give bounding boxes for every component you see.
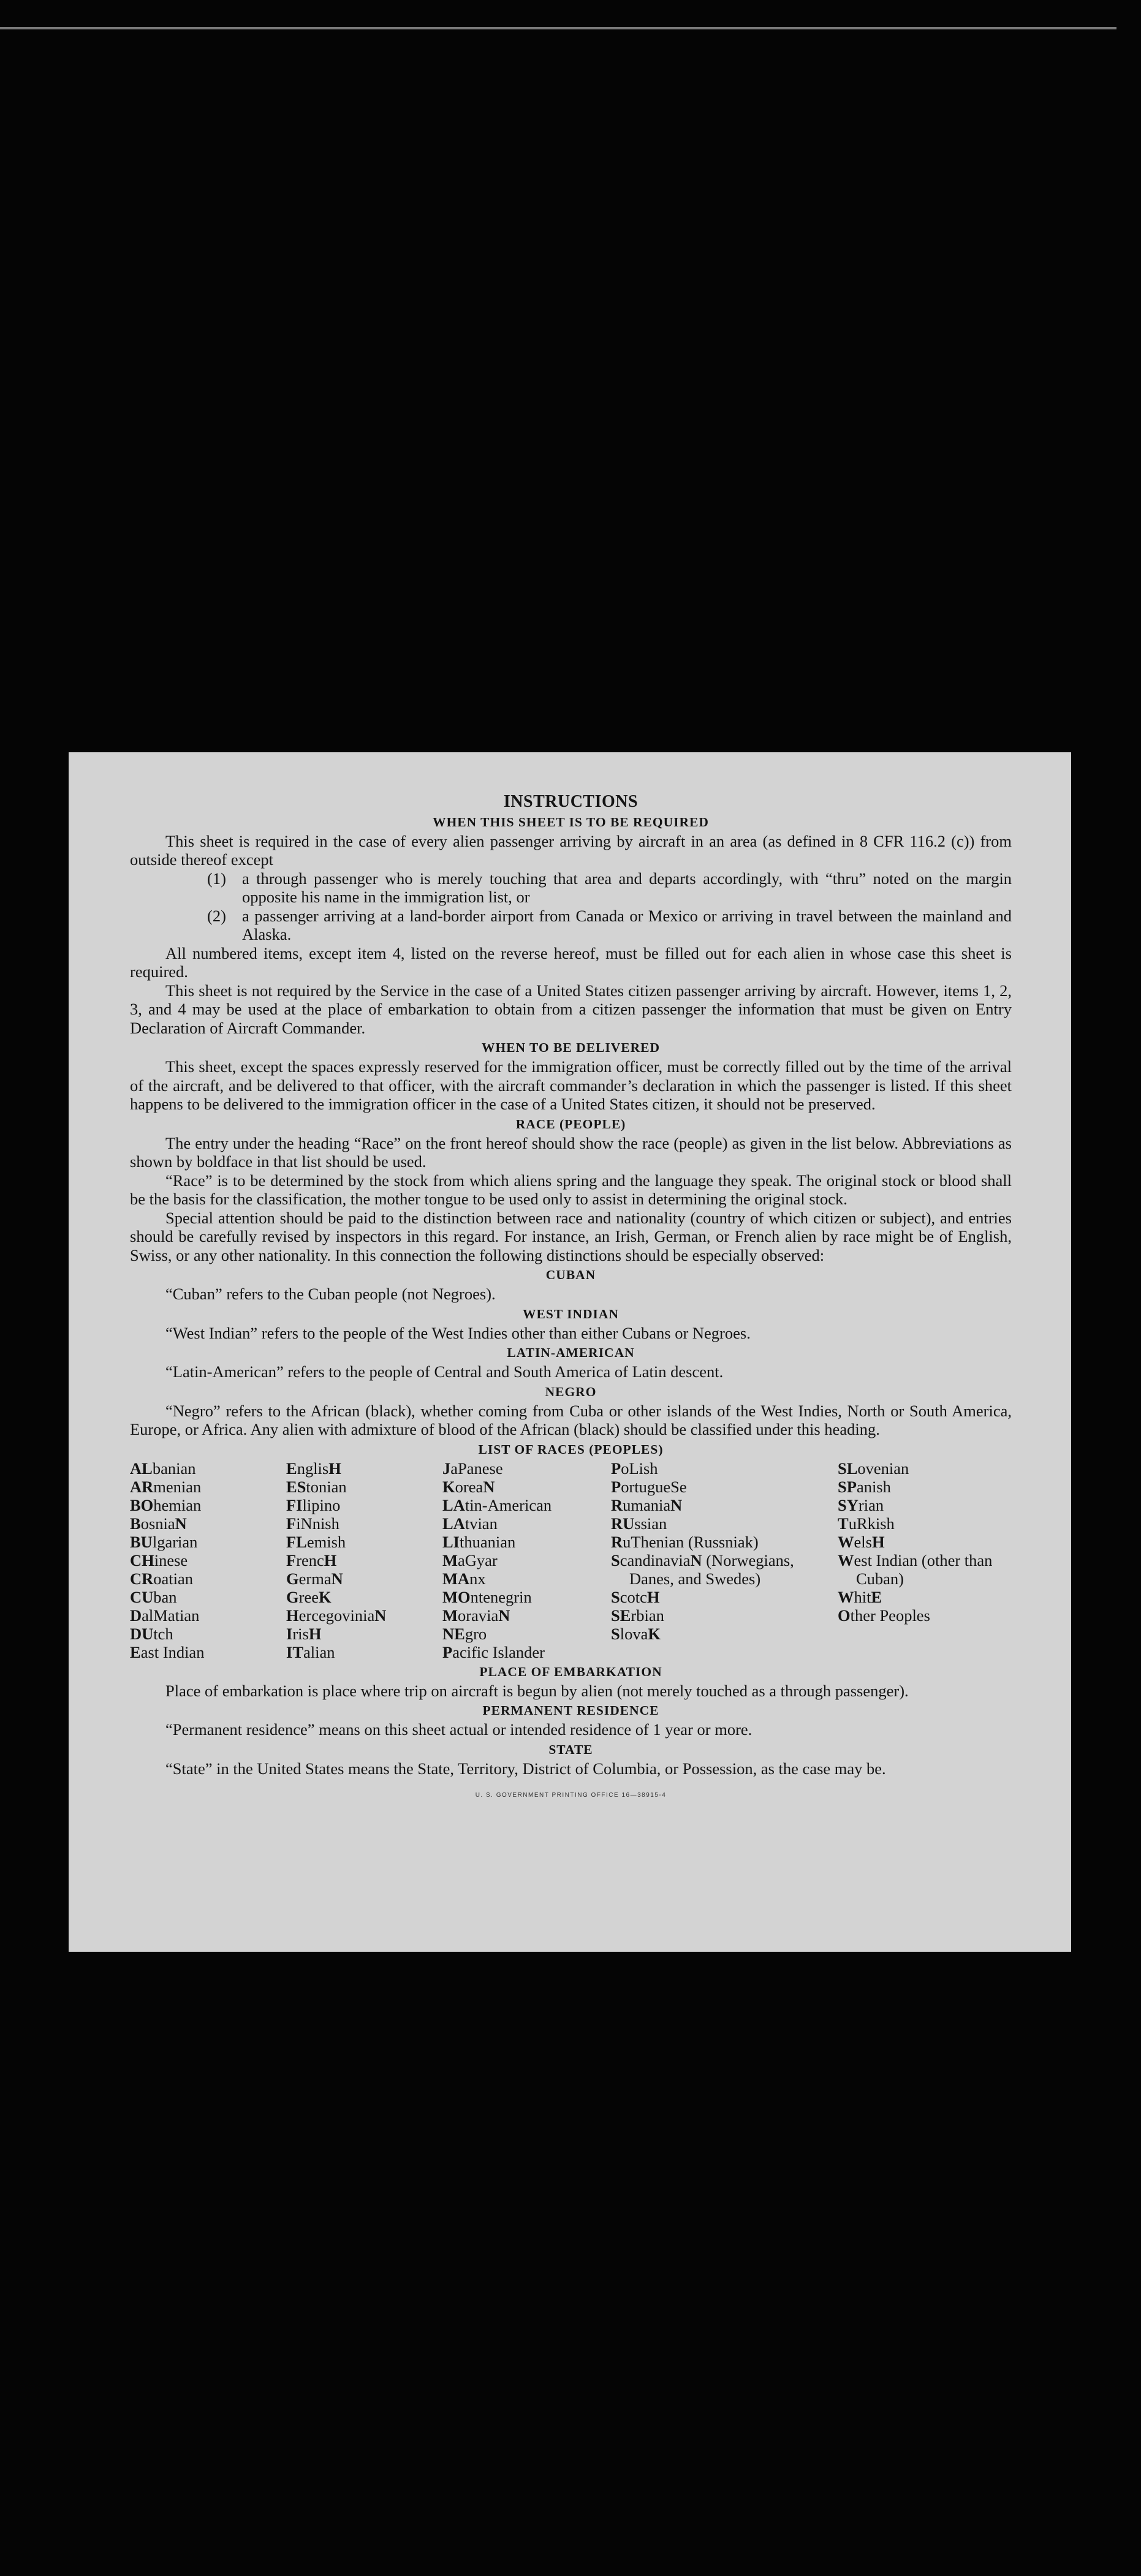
heading-latin-american: LATIN-AMERICAN <box>507 1345 635 1360</box>
exception-number-2: (2) <box>207 906 226 925</box>
printing-office-footer: U. S. GOVERNMENT PRINTING OFFICE 16—38915-4 <box>475 1792 667 1799</box>
race-entry: East Indian <box>130 1642 205 1661</box>
exception-item-1 <box>130 869 1012 907</box>
race-entry: LAtin-American <box>442 1495 552 1514</box>
when-delivered-paragraph: This sheet, except the spaces expressly reserved for the immigration officer, must be correctly filled out by the time of the arrival of the aircraft, and be delivered to that officer, with the aircraft commander’s declaration in which the passenger is listed. If this sheet happens to be delivered to the immigration officer in the case of a United States citizen, it should not be preserved. <box>130 1057 1012 1113</box>
negro-paragraph: “Negro” refers to the African (black), whether coming from Cuba or other islands of the West Indies, North or South America, Europe, or Africa. Any alien with admixture of blood of the African (black) should be classified under this heading. <box>130 1401 1012 1438</box>
heading-embarkation: PLACE OF EMBARKATION <box>479 1664 662 1679</box>
race-entry: ScandinaviaN (Norwegians, Danes, and Swedes) <box>611 1551 794 1588</box>
heading-west-indian: WEST INDIAN <box>523 1306 619 1321</box>
state-paragraph: “State” in the United States means the State, Territory, District of Columbia, or Possession, as the case may be. <box>165 1759 886 1778</box>
exception-text-1: a through passenger who is merely touching that area and departs accordingly, with “thru” noted on the margin opposite his name in the immigration list, or <box>242 869 1012 906</box>
race-entry: FIlipino <box>286 1495 341 1514</box>
race-entry: WhitE <box>838 1587 882 1606</box>
numbered-items-paragraph: All numbered items, except item 4, listed on the reverse hereof, must be filled out for each alien in whose case this sheet is required. <box>130 943 1012 981</box>
heading-negro: NEGRO <box>545 1384 597 1399</box>
races-column-1 <box>130 1459 286 1661</box>
race-entry: HercegoviniaN <box>286 1606 387 1625</box>
top-border-line <box>0 27 1116 29</box>
race-entry: West Indian (other than Cuban) <box>838 1551 993 1588</box>
race-entry: DalMatian <box>130 1606 200 1625</box>
race-entry: Other Peoples <box>838 1606 930 1625</box>
race-entry: RuThenian (Russniak) <box>611 1532 759 1551</box>
races-column-2 <box>286 1459 442 1661</box>
races-column-3 <box>442 1459 611 1661</box>
heading-permanent-residence: PERMANENT RESIDENCE <box>482 1703 659 1718</box>
race-entry: MaGyar <box>442 1551 498 1569</box>
race-entry: BUlgarian <box>130 1532 198 1551</box>
race-entry: KoreaN <box>442 1477 495 1496</box>
race-entry: SlovaK <box>611 1624 661 1643</box>
race-entry: FLemish <box>286 1532 346 1551</box>
race-entry: WelsH <box>838 1532 885 1551</box>
race-entry: SErbian <box>611 1606 664 1625</box>
race-entry: MOntenegrin <box>442 1587 532 1606</box>
race-entry: GermaN <box>286 1569 343 1588</box>
race-entry: IrisH <box>286 1624 322 1643</box>
race-entry: ALbanian <box>130 1459 196 1478</box>
race-entry: EStonian <box>286 1477 347 1496</box>
race-paragraph-1: The entry under the heading “Race” on the front hereof should show the race (people) as given in the list below. Abbreviations as shown by boldface in that list should be used. <box>130 1133 1012 1171</box>
race-entry: SYrian <box>838 1495 884 1514</box>
heading-list-of-races: LIST OF RACES (PEOPLES) <box>478 1441 664 1457</box>
race-entry: NEgro <box>442 1624 487 1643</box>
exception-text-2: a passenger arriving at a land-border airport from Canada or Mexico or arriving in travel between the mainland and Alaska. <box>242 906 1012 943</box>
race-entry: ITalian <box>286 1642 335 1661</box>
race-entry: MAnx <box>442 1569 486 1588</box>
race-entry: FiNnish <box>286 1514 339 1533</box>
races-list <box>130 1459 1012 1661</box>
race-entry: BosniaN <box>130 1514 187 1533</box>
instruction-sheet <box>69 752 1071 1952</box>
races-column-5 <box>838 1459 1012 1661</box>
race-paragraph-3: Special attention should be paid to the distinction between race and nationality (country of which citizen or subject), and entries should be carefully revised by inspectors in this regard. For instance, an Irish, German, or French alien by race might be of English, Swiss, or any other nationality. In this connection the following distinctions should be especially observed: <box>130 1208 1012 1264</box>
exception-number-1: (1) <box>207 869 226 888</box>
race-entry: EnglisH <box>286 1459 341 1478</box>
page-title: INSTRUCTIONS <box>503 792 639 811</box>
heading-when-required: WHEN THIS SHEET IS TO BE REQUIRED <box>433 814 709 829</box>
embarkation-paragraph: Place of embarkation is place where trip on aircraft is begun by alien (not merely touched as a through passenger). <box>165 1681 909 1700</box>
heading-when-delivered: WHEN TO BE DELIVERED <box>481 1040 661 1055</box>
race-entry: DUtch <box>130 1624 173 1643</box>
race-entry: FrencH <box>286 1551 337 1569</box>
heading-cuban: CUBAN <box>545 1267 596 1282</box>
race-entry: GreeK <box>286 1587 332 1606</box>
latin-american-paragraph: “Latin-American” refers to the people of Central and South America of Latin descent. <box>165 1362 724 1381</box>
race-paragraph-2: “Race” is to be determined by the stock from which aliens spring and the language they speak. The original stock or blood shall be the basis for the classification, the mother tongue to be used only to assist in determining the original stock. <box>130 1171 1012 1208</box>
race-entry: LIthuanian <box>442 1532 516 1551</box>
race-entry: RumaniaN <box>611 1495 683 1514</box>
race-entry: LAtvian <box>442 1514 498 1533</box>
race-entry: TuRkish <box>838 1514 895 1533</box>
race-entry: RUssian <box>611 1514 667 1533</box>
race-entry: BOhemian <box>130 1495 202 1514</box>
race-entry: SLovenian <box>838 1459 909 1478</box>
race-entry: PortugueSe <box>611 1477 687 1496</box>
exception-item-2 <box>130 907 1012 944</box>
race-entry: JaPanese <box>442 1459 503 1478</box>
race-entry: PoLish <box>611 1459 658 1478</box>
when-required-paragraph: This sheet is required in the case of every alien passenger arriving by aircraft in an area (as defined in 8 CFR 116.2 (c)) from outside thereof except <box>130 831 1012 869</box>
race-entry: CHinese <box>130 1551 188 1569</box>
race-entry: SPanish <box>838 1477 891 1496</box>
race-entry: Pacific Islander <box>442 1642 545 1661</box>
citizen-passenger-paragraph: This sheet is not required by the Service in the case of a United States citizen passenger arriving by aircraft. However, items 1, 2, 3, and 4 may be used at the place of embarkation to obtain from a citizen passenger the information that must be given on Entry Declaration of Aircraft Commander. <box>130 981 1012 1037</box>
race-entry: CRoatian <box>130 1569 194 1588</box>
permanent-residence-paragraph: “Permanent residence” means on this sheet actual or intended residence of 1 year or more. <box>165 1720 752 1739</box>
race-entry: ScotcH <box>611 1587 660 1606</box>
races-column-4 <box>611 1459 838 1661</box>
heading-state: STATE <box>548 1742 593 1757</box>
race-entry: ARmenian <box>130 1477 202 1496</box>
west-indian-paragraph: “West Indian” refers to the people of the West Indies other than either Cubans or Negroes. <box>165 1323 751 1342</box>
cuban-paragraph: “Cuban” refers to the Cuban people (not Negroes). <box>165 1285 496 1303</box>
heading-race: RACE (PEOPLE) <box>515 1116 626 1131</box>
race-entry: CUban <box>130 1587 177 1606</box>
race-entry: MoraviaN <box>442 1606 510 1625</box>
